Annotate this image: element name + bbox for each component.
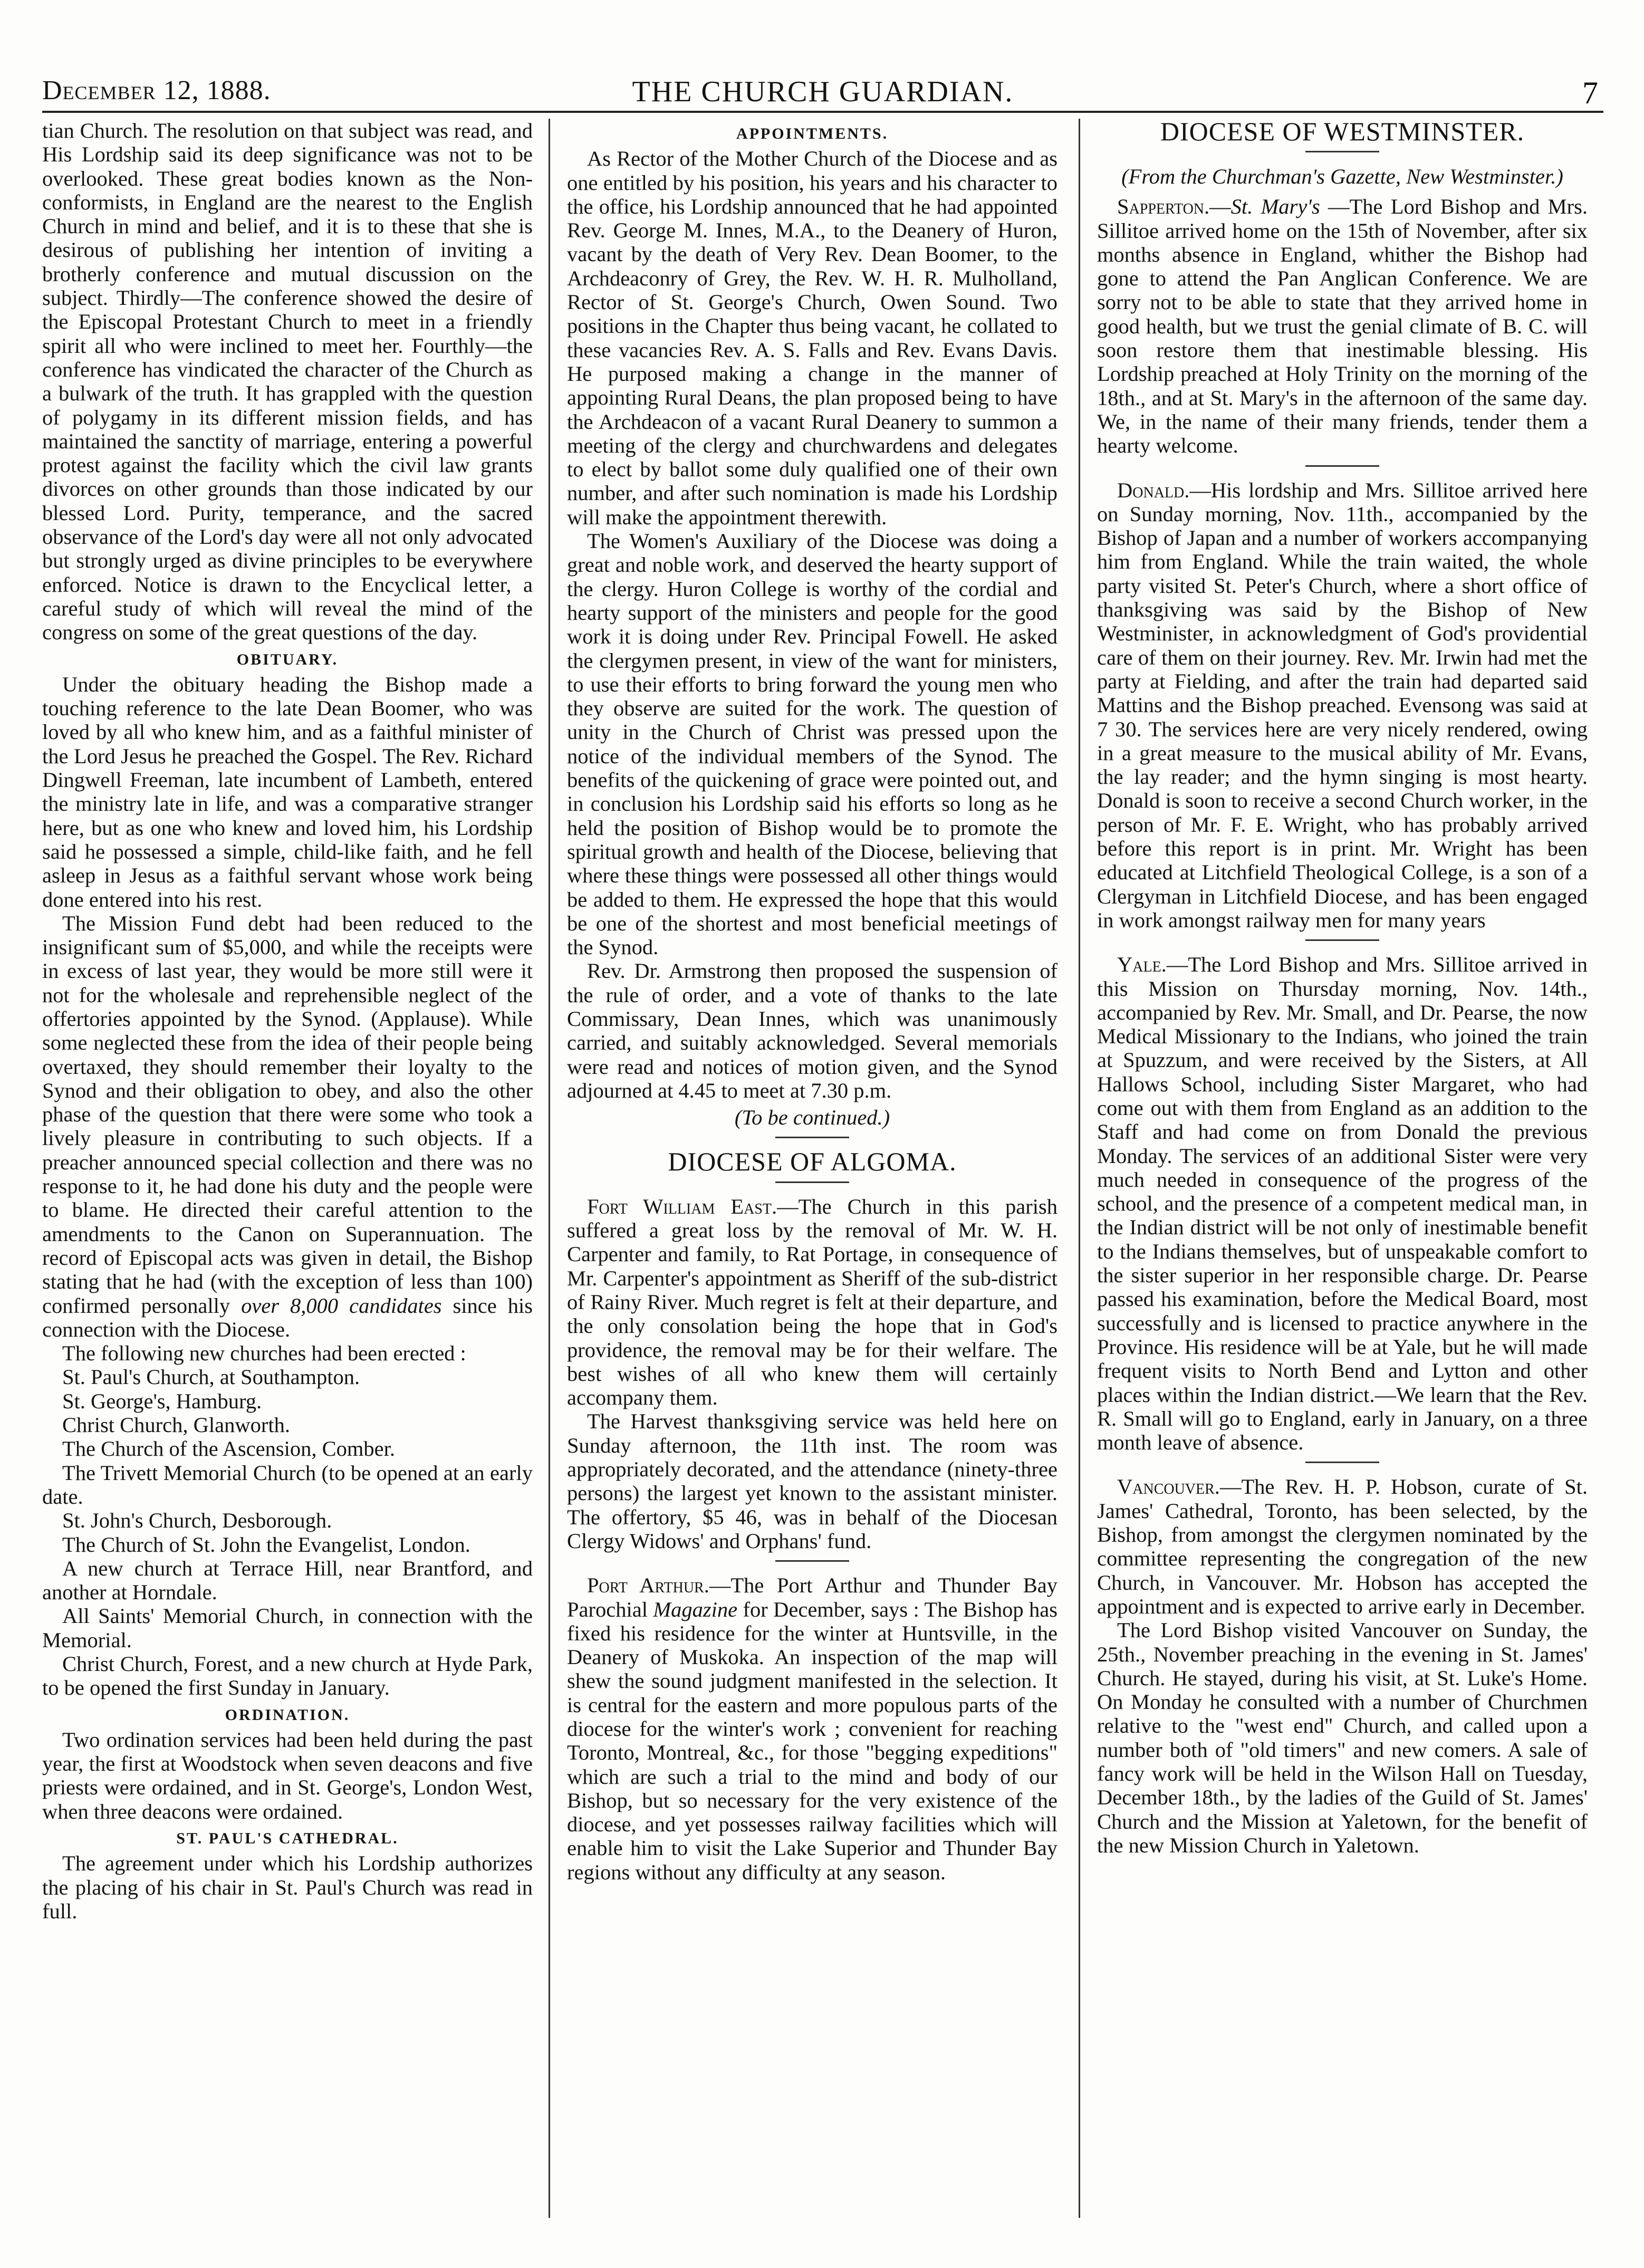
divider bbox=[1305, 151, 1379, 152]
paragraph bbox=[567, 1573, 1057, 1884]
paragraph bbox=[1097, 1475, 1588, 1618]
list-item: St. George's, Hamburg. bbox=[62, 1389, 262, 1413]
place-label: Sapperton. bbox=[1117, 195, 1210, 219]
paragraph-text: —His lordship and Mrs. Sillitoe arrived here on Sunday morning, Nov. 11th., accompanied by the Bishop of Japan and a number of workers accompanying him from England. While the train waited, the whole party visited St. Peter's Church, where a short office of thanksgiving was said by the Bishop of New Westminister, in acknowledgment of God's providential care of them on their journey. Rev. Mr. Irwin had met the party at Fielding, and after the train had departed said Mattins and the Bishop preached. Evensong was said at 7 30. The services here are very nicely rendered, owing in a great measure to the musical ability of Mr. Evans, the lay reader; and the hymn singing is most hearty. Donald is soon to receive a second Church worker, in the person of Mr. F. E. Wright, who has probably arrived before this report is in print. Mr. Wright has been educated at Litchfield Theological College, is a son of a Clergyman in Litchfield Diocese, and has been engaged in work amongst railway men for many years bbox=[1097, 478, 1588, 932]
section-heading-algoma: DIOCESE OF ALGOMA. bbox=[668, 1147, 957, 1177]
divider bbox=[775, 1137, 849, 1138]
page-header bbox=[42, 69, 1603, 113]
divider bbox=[1305, 465, 1379, 467]
paragraph: The Harvest thanksgiving service was held here on Sunday afternoon, the 11th inst. The room was appropriately decorated, and the attendance (ninety-three persons) the largest yet known to the assistant minister. The offertory, $5 46, was in behalf of the Diocesan Clergy Widows' and Orphans' fund. bbox=[567, 1409, 1057, 1553]
divider bbox=[775, 1560, 849, 1562]
section-heading-obituary: OBITUARY. bbox=[236, 650, 339, 668]
section-heading-appointments: APPOINTMENTS. bbox=[736, 125, 889, 142]
paragraph: Two ordination services had been held during the past year, the first at Woodstock when seven deacons and five priests were ordained, and in St. George's, London West, when three deacons were ordained. bbox=[42, 1727, 533, 1823]
paragraph bbox=[567, 1195, 1057, 1410]
source-note: (From the Churchman's Gazette, New Westminster.) bbox=[1121, 165, 1563, 189]
paragraph: Sapperton.—St. Mary's —The Lord Bishop and Mrs. Sillitoe arrived home on the 15th of November, after six months absence in England, whither the Bishop had gone to attend the Pan Anglican Conference. We are sorry not to be able to state that they arrived home in good health, but we trust the genial climate of B. C. will soon restore them that inestimable blessing. His Lordship preached at Holy Trinity on the morning of the 18th., and at St. Mary's in the afternoon of the same day. We, in the name of their many friends, tender them a hearty welcome. bbox=[1097, 195, 1588, 458]
divider bbox=[1305, 1462, 1379, 1463]
list-item: Christ Church, Forest, and a new church at Hyde Park, to be opened the first Sunday in January. bbox=[42, 1652, 533, 1700]
page-number: 7 bbox=[1582, 75, 1598, 110]
continued-note: (To be continued.) bbox=[734, 1106, 890, 1130]
list-item: Christ Church, Glanworth. bbox=[62, 1413, 290, 1437]
section-heading-ordination: ORDINATION. bbox=[225, 1706, 350, 1724]
emphasis-text: St. Mary's bbox=[1230, 195, 1320, 219]
paragraph bbox=[1097, 478, 1588, 933]
column-rule-2 bbox=[1079, 119, 1080, 2218]
paragraph bbox=[1097, 953, 1588, 1454]
section-heading-westminster: DIOCESE OF WESTMINSTER. bbox=[1160, 119, 1525, 146]
place-label: Vancouver. bbox=[1117, 1475, 1220, 1499]
list-item: St. Paul's Church, at Southampton. bbox=[62, 1365, 360, 1389]
column-1 bbox=[42, 119, 533, 2223]
place-label: Donald. bbox=[1117, 478, 1190, 502]
list-item: The Church of the Ascension, Comber. bbox=[62, 1437, 396, 1461]
paragraph: The Lord Bishop visited Vancouver on Sunday, the 25th., November preaching in the evening in St. James' Church. He stayed, during his visit, at St. Luke's Home. On Monday he consulted with a number of Churchmen relative to the "west end" Church, and called upon a number both of "old timers" and new comers. A sale of fancy work will be held in the Wilson Hall on Tuesday, December 18th., by the ladies of the Guild of St. James' Church and the Mission at Yaletown, for the benefit of the new Mission Church in Yaletown. bbox=[1097, 1618, 1588, 1857]
paragraph: The Women's Auxiliary of the Diocese was doing a great and noble work, and deserved the hearty support of the clergy. Huron College is worthy of the cordial and hearty support of the ministers and people for the good work it is doing under Rev. Principal Fowell. He asked the clergymen present, in view of the want for ministers, to use their efforts to bring forward the young men who they observe are suited for the work. The question of unity in the Church of Christ was pressed upon the notice of the individual members of the Synod. The benefits of the quickening of grace were pointed out, and in conclusion his Lordship said his efforts so long as he held the position of Bishop would be to promote the spiritual growth and health of the Diocese, believing that where these things were possessed all other things would be added to them. He expressed the hope that this would be one of the shortest and most beneficial meetings of the Synod. bbox=[567, 529, 1057, 959]
divider bbox=[775, 1181, 849, 1183]
list-item: A new church at Terrace Hill, near Brantford, and another at Horndale. bbox=[42, 1556, 533, 1604]
paragraph-text: since his connection with the Diocese. bbox=[42, 1293, 533, 1341]
paragraph-text: —The Lord Bishop and Mrs. Sillitoe arrived in this Mission on Thursday morning, Nov. 14th., accompanied by Rev. Mr. Small, and Dr. Pearse, the now Medical Missionary to the Indians, who joined the train at Spuzzum, and were received by the Sisters, at All Hallows School, including Sister Margaret, who had come out with them from England as an addition to the Staff and had come on from Donald the previous Monday. The services of an additional Sister were very much needed in consequence of the progress of the school, and the presence of a competent medical man, in the Indian district will be not only of inestimable benefit to the Indians themselves, but of unspeakable comfort to the sister superior in her responsible charge. Dr. Pearse passed his examination, before the Medical Board, most successfully and is licensed to practice anywhere in the Province. His residence will be at Yale, but he will made frequent visits to North Bend and Lytton and other places within the Indian district.—We learn that the Rev. R. Small will go to England, early in January, on a three month leave of absence. bbox=[1097, 953, 1588, 1455]
paragraph-text: for December, says : The Bishop has fixed his residence for the winter at Huntsville, in the Deanery of Muskoka. An inspection of the map will shew the sound judgment manifested in the selection. It is central for the eastern and more populous parts of the diocese for the winter's work ; convenient for reaching Toronto, Montreal, &c., for those "begging expeditions" which are such a trial to the mind and body of our Bishop, but so necessary for the very existence of the diocese, and yet possesses railway facilities which will enable him to visit the Lake Superior and Thunder Bay regions without any difficulty at any season. bbox=[567, 1597, 1057, 1884]
column-3 bbox=[1097, 119, 1588, 2223]
column-2 bbox=[567, 119, 1057, 2223]
list-item: The Church of St. John the Evangelist, London. bbox=[62, 1532, 470, 1556]
paragraph-text: —The Port Arthur and Thunder Bay Parochial bbox=[567, 1573, 1057, 1621]
column-rule-1 bbox=[549, 119, 550, 2218]
list-item: The Trivett Memorial Church (to be opened at an early date. bbox=[42, 1460, 533, 1508]
newspaper-title: THE CHURCH GUARDIAN. bbox=[632, 75, 1014, 108]
section-heading-st-pauls: ST. PAUL'S CATHEDRAL. bbox=[176, 1830, 399, 1848]
paragraph: The agreement under which his Lordship authorizes the placing of his chair in St. Paul's Church was read in full. bbox=[42, 1851, 533, 1923]
list-item: All Saints' Memorial Church, in connection with the Memorial. bbox=[42, 1604, 533, 1652]
paragraph-text: —The Church in this parish suffered a great loss by the removal of Mr. W. H. Carpenter and family, to Rat Portage, in consequence of Mr. Carpenter's appointment as Sheriff of the sub-district of Rainy River. Much regret is felt at their departure, and the only consolation being the hope that in God's providence, the removal may be for their welfare. The best wishes of all who knew them will certainly accompany them. bbox=[567, 1194, 1057, 1410]
place-label: Fort William East. bbox=[587, 1194, 777, 1218]
place-label: Port Arthur. bbox=[587, 1573, 709, 1598]
place-label: Yale. bbox=[1117, 953, 1167, 977]
paragraph: Rev. Dr. Armstrong then proposed the suspension of the rule of order, and a vote of thanks to the late Commissary, Dean Innes, which was unanimously carried, and suitably acknowledged. Several memorials were read and notices of motion given, and the Synod adjourned at 4.45 to meet at 7.30 p.m. bbox=[567, 959, 1057, 1102]
list-intro: The following new churches had been erected : bbox=[62, 1341, 466, 1366]
divider bbox=[1305, 939, 1379, 941]
paragraph: Under the obituary heading the Bishop made a touching reference to the late Dean Boomer, who was loved by all who knew him, and as a faithful minister of the Lord Jesus he preached the Gospel. The Rev. Richard Dingwell Freeman, late incumbent of Lambeth, entered the ministry late in life, and was a comparative stranger here, but as one who knew and loved him, his Lordship said he possessed a simple, child-like faith, and he fell asleep in Jesus as a faithful servant whose work being done entered into his rest. bbox=[42, 672, 533, 911]
paragraph bbox=[42, 911, 533, 1341]
paragraph: tian Church. The resolution on that subject was read, and His Lordship said its deep significance was not to be overlooked. These great bodies known as the Non-conformists, in England are the nearest to the English Church in mind and belief, and it is to these that she is desirous of publishing her intention of inviting a brotherly conference and mutual discussion on the subject. Thirdly—The conference showed the desire of the Episcopal Protestant Church to meet in a friendly spirit all who were inclined to meet her. Fourthly—the conference has vindicated the character of the Church as a bulwark of the truth. It has grappled with the question of polygamy in its different mission fields, and has maintained the sanctity of marriage, entering a powerful protest against the facility which the civil law grants divorces on other grounds than those indicated by our blessed Lord. Purity, temperance, and the sacred observance of the Lord's day were all not only advocated but strongly urged as divine principles to be everywhere enforced. Notice is drawn to the Encyclical letter, a careful study of which will reveal the mind of the congress on some of the great questions of the day. bbox=[42, 119, 533, 645]
paragraph: As Rector of the Mother Church of the Diocese and as one entitled by his position, his years and his character to the office, his Lordship announced that he had appointed Rev. George M. Innes, M.A., to the Deanery of Huron, vacant by the death of Very Rev. Dean Boomer, to the Archdeaconry of Grey, the Rev. W. H. R. Mulholland, Rector of St. George's Church, Owen Sound. Two positions in the Chapter thus being vacant, he collated to these vacancies Rev. A. S. Falls and Rev. Evans Davis. He purposed making a change in the manner of appointing Rural Deans, the plan proposed being to have the Archdeacon of a vacant Rural Deanery to summon a meeting of the clergy and churchwardens and delegates to elect by ballot some duly qualified one of their own number, and after such nomination is made his Lordship will make the appointment therewith. bbox=[567, 147, 1057, 529]
paragraph-text: The Mission Fund debt had been reduced to the insignificant sum of $5,000, and while the receipts were in excess of last year, they would be more still were it not for the wholesale and reprehensible neglect of the offertories appointed by the Synod. (Applause). While some neglected these from the idea of their people being overtaxed, they should remember their loyalty to the Synod and their obligation to obey, and also the other phase of the question that there were some who took a lively pleasure in contributing to such objects. If a preacher announced special collection and there was no response to it, he had done his duty and the people were to blame. He directed their careful attention to the amendments to the Canon on Superannuation. The record of Episcopal acts was given in detail, the Bishop stating that he had (with the exception of less than 100) confirmed personally bbox=[42, 911, 533, 1318]
issue-date: December 12, 1888. bbox=[42, 75, 271, 105]
list-item: St. John's Church, Desborough. bbox=[62, 1508, 332, 1533]
paragraph-text: —The Lord Bishop and Mrs. Sillitoe arrived home on the 15th of November, after six months absence in England, whither the Bishop had gone to attend the Pan Anglican Conference. We are sorry not to be able to state that they arrived home in good health, but we trust the genial climate of B. C. will soon restore them that inestimable blessing. His Lordship preached at Holy Trinity on the morning of the 18th., and at St. Mary's in the afternoon of the same day. We, in the name of their many friends, tender them a hearty welcome. bbox=[1097, 195, 1588, 458]
emphasis-text: Magazine bbox=[653, 1597, 738, 1621]
emphasis-text: over 8,000 candidates bbox=[241, 1293, 442, 1318]
paragraph-text: —The Rev. H. P. Hobson, curate of St. James' Cathedral, Toronto, has been selected, by the Bishop, from amongst the clergymen nominated by the committee representing the congregation of the new Church, in Vancouver. Mr. Hobson has accepted the appointment and is expected to arrive early in December. bbox=[1097, 1475, 1588, 1618]
